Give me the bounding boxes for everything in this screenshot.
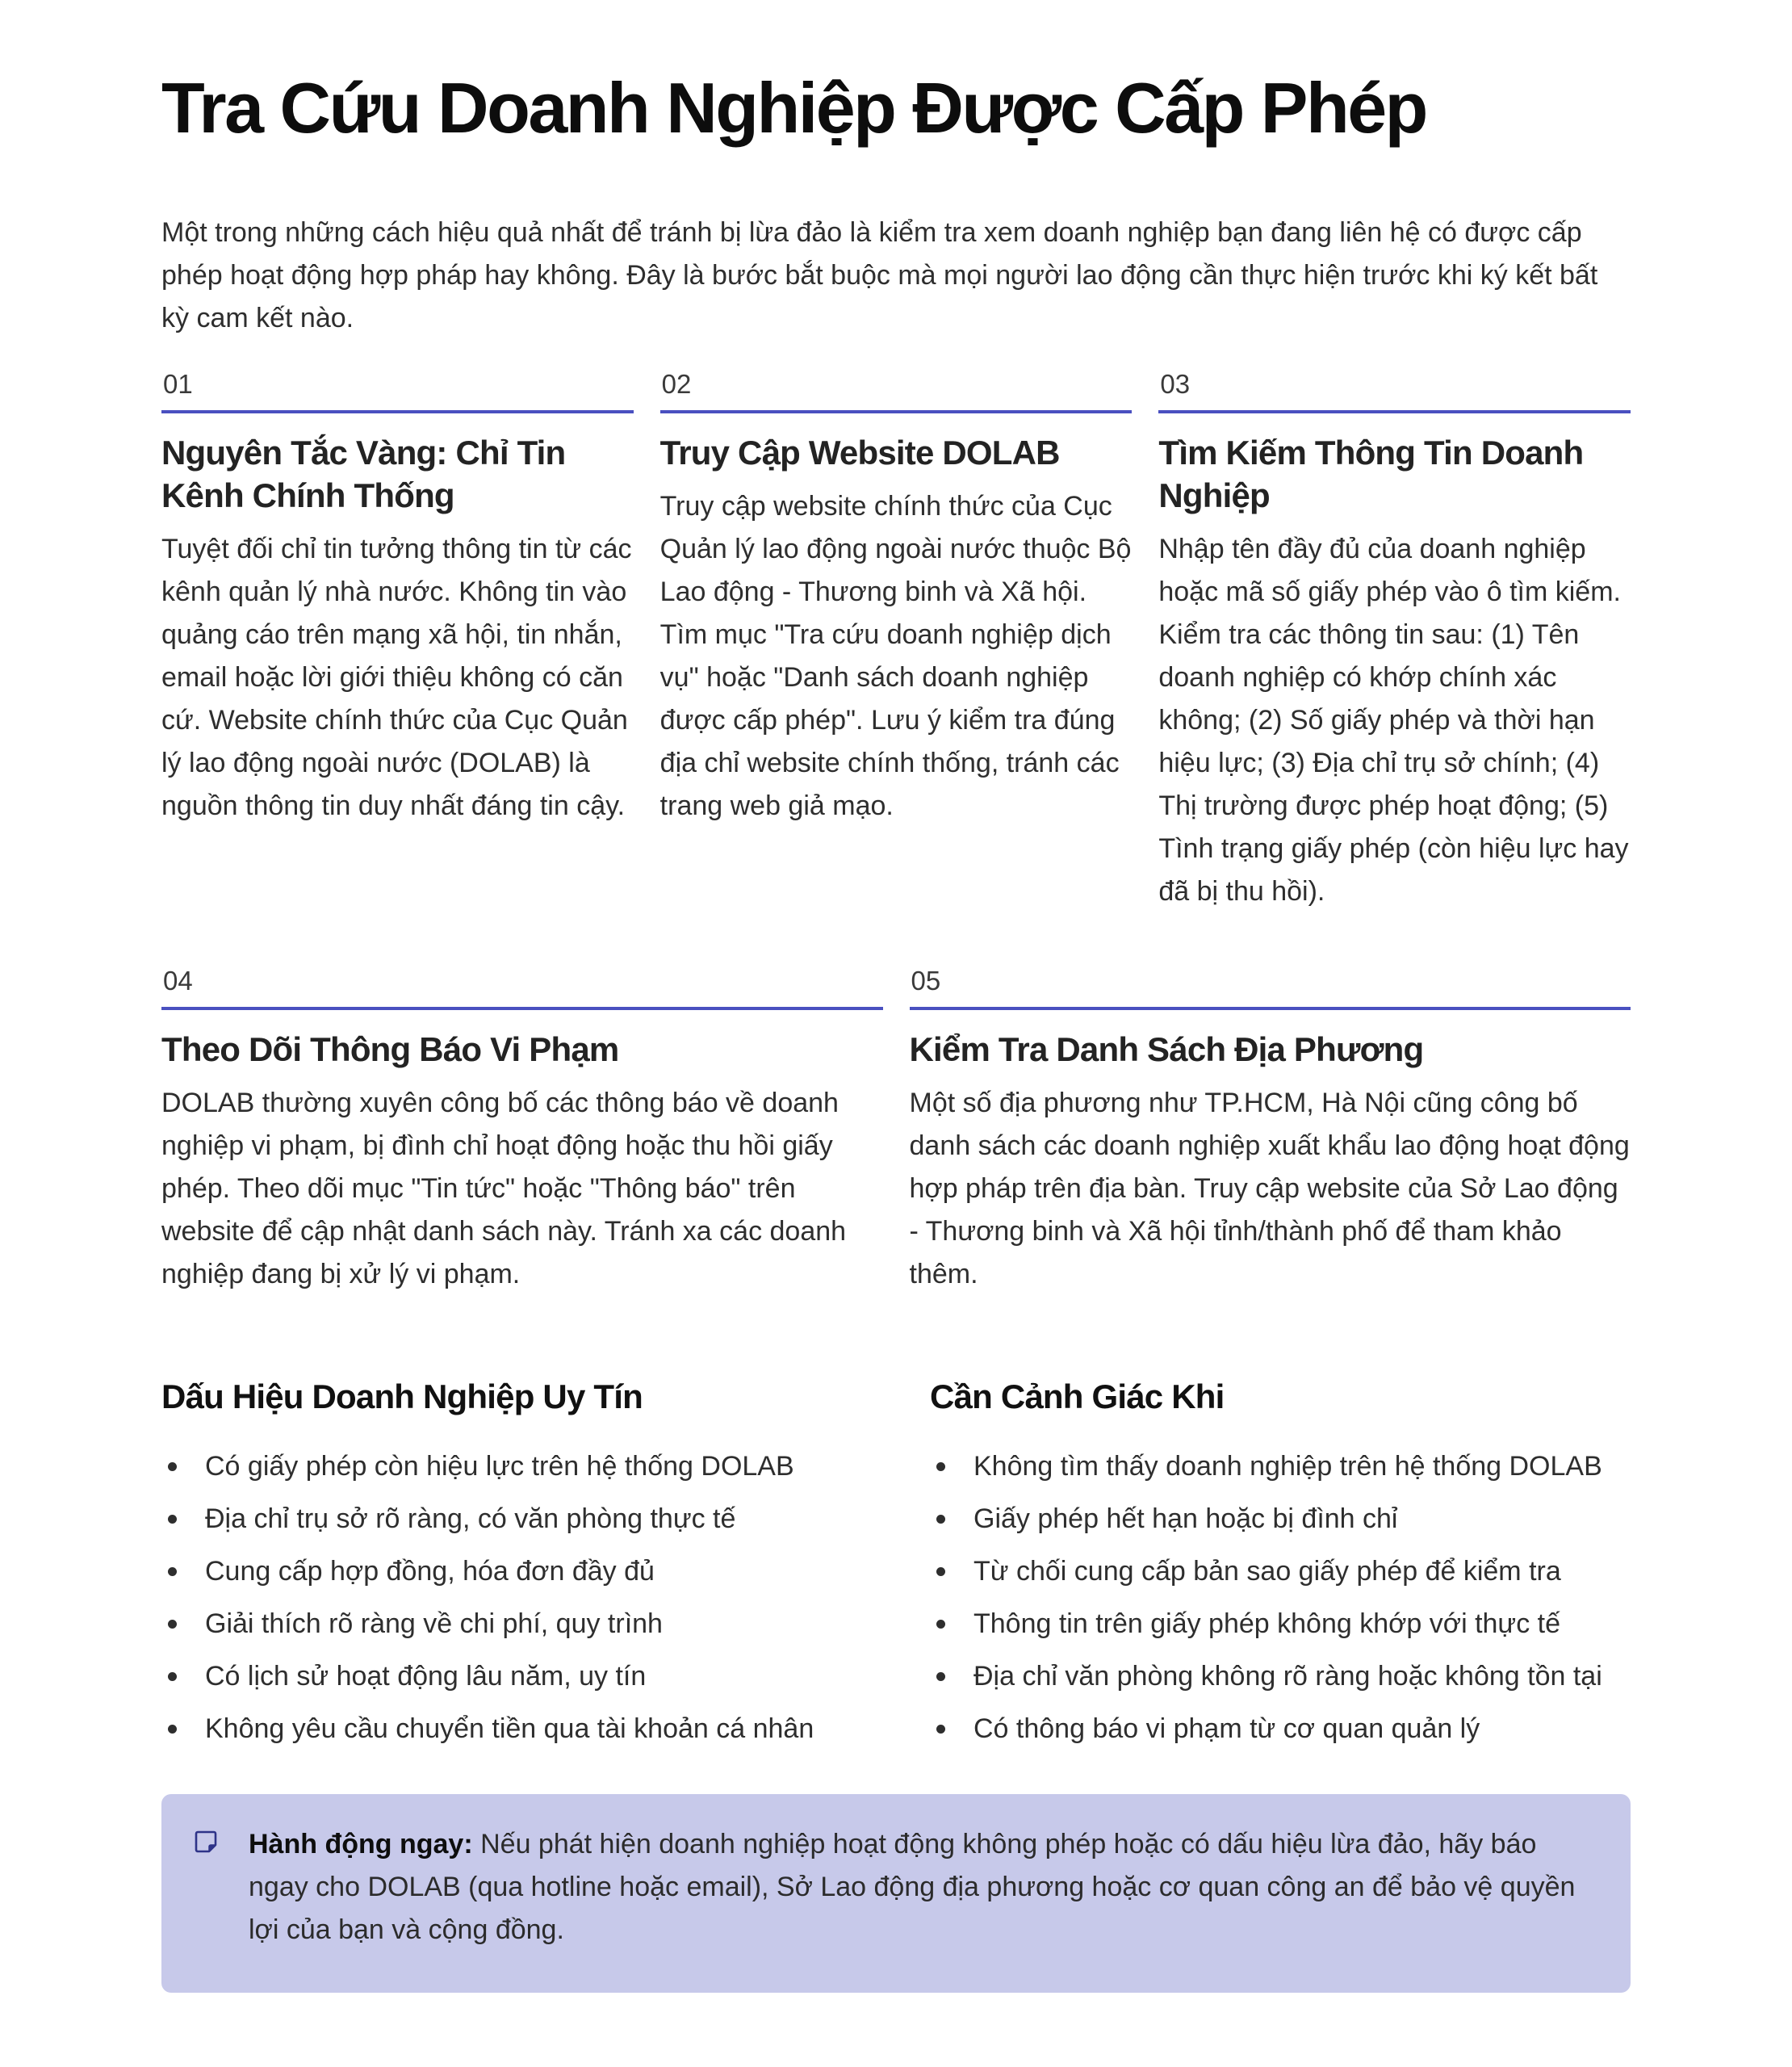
sticky-note-icon <box>194 1830 218 1854</box>
step-number: 01 <box>163 369 193 399</box>
comparison-lists <box>161 1373 1631 1755</box>
list-item-text: Từ chối cung cấp bản sao giấy phép để kiểm tra <box>973 1556 1561 1587</box>
step-card-01 <box>161 368 634 913</box>
intro-paragraph: Một trong những cách hiệu quả nhất để tránh bị lừa đảo là kiểm tra xem doanh nghiệp bạn đang liên hệ có được cấp phép hoạt động hợp pháp hay không. Đây là bước bắt buộc mà mọi người lao động cần thực hiện trước khi ký kết bất kỳ cam kết nào. <box>161 217 1598 333</box>
list-item <box>930 1440 1631 1493</box>
step-body: Nhập tên đầy đủ của doanh nghiệp hoặc mã số giấy phép vào ô tìm kiếm. Kiểm tra các thông tin sau: (1) Tên doanh nghiệp có khớp chính xác không; (2) Số giấy phép và thời hạn hiệu lực; (3) Địa chỉ trụ sở chính; (4) Thị trường được phép hoạt động; (5) Tình trạng giấy phép (còn hiệu lực hay đã bị thu hồi). <box>1158 534 1629 907</box>
step-number: 03 <box>1160 369 1191 399</box>
list-item <box>930 1650 1631 1703</box>
callout-body: Nếu phát hiện doanh nghiệp hoạt động không phép hoặc có dấu hiệu lừa đảo, hãy báo ngay cho DOLAB (qua hotline hoặc email), Sở Lao động địa phương hoặc cơ quan công an để bảo vệ quyền lợi của bạn và cộng đồng. <box>249 1829 1576 1945</box>
steps-row-2 <box>161 965 1631 1296</box>
list-item-text: Có thông báo vi phạm từ cơ quan quản lý <box>973 1713 1480 1744</box>
list-item-text: Địa chỉ trụ sở rõ ràng, có văn phòng thực tế <box>205 1503 736 1534</box>
list-item <box>161 1598 930 1650</box>
step-body: Tuyệt đối chỉ tin tưởng thông tin từ các kênh quản lý nhà nước. Không tin vào quảng cáo trên mạng xã hội, tin nhắn, email hoặc lời giới thiệu không có căn cứ. Website chính thức của Cục Quản lý lao động ngoài nước (DOLAB) là nguồn thông tin duy nhất đáng tin cậy. <box>161 534 632 821</box>
page-title: Tra Cứu Doanh Nghiệp Được Cấp Phép <box>161 68 1426 148</box>
step-number: 04 <box>163 966 193 996</box>
step-body: Truy cập website chính thức của Cục Quản lý lao động ngoài nước thuộc Bộ Lao động - Thương binh và Xã hội. Tìm mục "Tra cứu doanh nghiệp dịch vụ" hoặc "Danh sách doanh nghiệp được cấp phép". Lưu ý kiểm tra đúng địa chỉ website chính thống, tránh các trang web giả mạo. <box>659 491 1132 821</box>
action-callout <box>161 1794 1631 1993</box>
list-item <box>161 1440 930 1493</box>
warning-signs-list <box>930 1440 1631 1755</box>
step-card-02 <box>660 368 1133 913</box>
bullet-icon <box>936 1620 945 1629</box>
list-item <box>161 1650 930 1703</box>
step-body: DOLAB thường xuyên công bố các thông báo về doanh nghiệp vi phạm, bị đình chỉ hoạt động hoặc thu hồi giấy phép. Theo dõi mục "Tin tức" hoặc "Thông báo" trên website để cập nhật danh sách này. Tránh xa các doanh nghiệp đang bị xử lý vi phạm. <box>161 1088 847 1289</box>
step-card-05 <box>910 965 1631 1296</box>
list-item-text: Không yêu cầu chuyển tiền qua tài khoản cá nhân <box>205 1713 814 1744</box>
list-item-text: Cung cấp hợp đồng, hóa đơn đầy đủ <box>205 1556 655 1587</box>
steps-row-1 <box>161 368 1631 913</box>
step-number: 05 <box>911 966 941 996</box>
bullet-icon <box>936 1567 945 1576</box>
bullet-icon <box>168 1620 177 1629</box>
step-title: Theo Dõi Thông Báo Vi Phạm <box>161 1030 619 1068</box>
warning-signs-heading: Cần Cảnh Giác Khi <box>930 1377 1225 1415</box>
list-item-text: Thông tin trên giấy phép không khớp với thực tế <box>973 1608 1560 1639</box>
list-item-text: Có giấy phép còn hiệu lực trên hệ thống DOLAB <box>205 1451 794 1482</box>
step-divider <box>161 410 634 413</box>
bullet-icon <box>936 1725 945 1734</box>
list-item-text: Có lịch sử hoạt động lâu năm, uy tín <box>205 1661 647 1692</box>
list-item <box>930 1703 1631 1755</box>
list-item-text: Giải thích rõ ràng về chi phí, quy trình <box>205 1608 663 1639</box>
list-item <box>161 1703 930 1755</box>
trusted-signs-heading: Dấu Hiệu Doanh Nghiệp Uy Tín <box>161 1377 643 1415</box>
step-number: 02 <box>661 369 692 399</box>
list-item-text: Giấy phép hết hạn hoặc bị đình chỉ <box>973 1503 1398 1534</box>
warning-signs-section <box>930 1373 1631 1755</box>
bullet-icon <box>168 1672 177 1681</box>
bullet-icon <box>168 1515 177 1524</box>
bullet-icon <box>936 1462 945 1471</box>
step-divider <box>660 410 1133 413</box>
step-divider <box>161 1007 883 1010</box>
bullet-icon <box>936 1515 945 1524</box>
step-body: Một số địa phương như TP.HCM, Hà Nội cũng công bố danh sách các doanh nghiệp xuất khẩu lao động hoạt động hợp pháp trên địa bàn. Truy cập website của Sở Lao động - Thương binh và Xã hội tỉnh/thành phố để tham khảo thêm. <box>909 1088 1630 1289</box>
step-card-04 <box>161 965 883 1296</box>
step-title: Truy Cập Website DOLAB <box>659 434 1060 472</box>
callout-label: Hành động ngay: <box>249 1829 473 1859</box>
list-item <box>930 1598 1631 1650</box>
list-item-text: Không tìm thấy doanh nghiệp trên hệ thống DOLAB <box>973 1451 1602 1482</box>
callout-text <box>249 1823 1598 1952</box>
step-divider <box>910 1007 1631 1010</box>
trusted-signs-section <box>161 1373 930 1755</box>
step-card-03 <box>1158 368 1631 913</box>
bullet-icon <box>936 1672 945 1681</box>
bullet-icon <box>168 1462 177 1471</box>
list-item <box>161 1545 930 1598</box>
step-title: Nguyên Tắc Vàng: Chỉ Tin Kênh Chính Thống <box>161 434 566 514</box>
step-divider <box>1158 410 1631 413</box>
list-item <box>930 1545 1631 1598</box>
trusted-signs-list <box>161 1440 930 1755</box>
list-item-text: Địa chỉ văn phòng không rõ ràng hoặc không tồn tại <box>973 1661 1602 1692</box>
list-item <box>161 1493 930 1545</box>
step-title: Tìm Kiếm Thông Tin Doanh Nghiệp <box>1158 434 1584 514</box>
step-title: Kiểm Tra Danh Sách Địa Phương <box>909 1030 1424 1068</box>
bullet-icon <box>168 1567 177 1576</box>
list-item <box>930 1493 1631 1545</box>
bullet-icon <box>168 1725 177 1734</box>
